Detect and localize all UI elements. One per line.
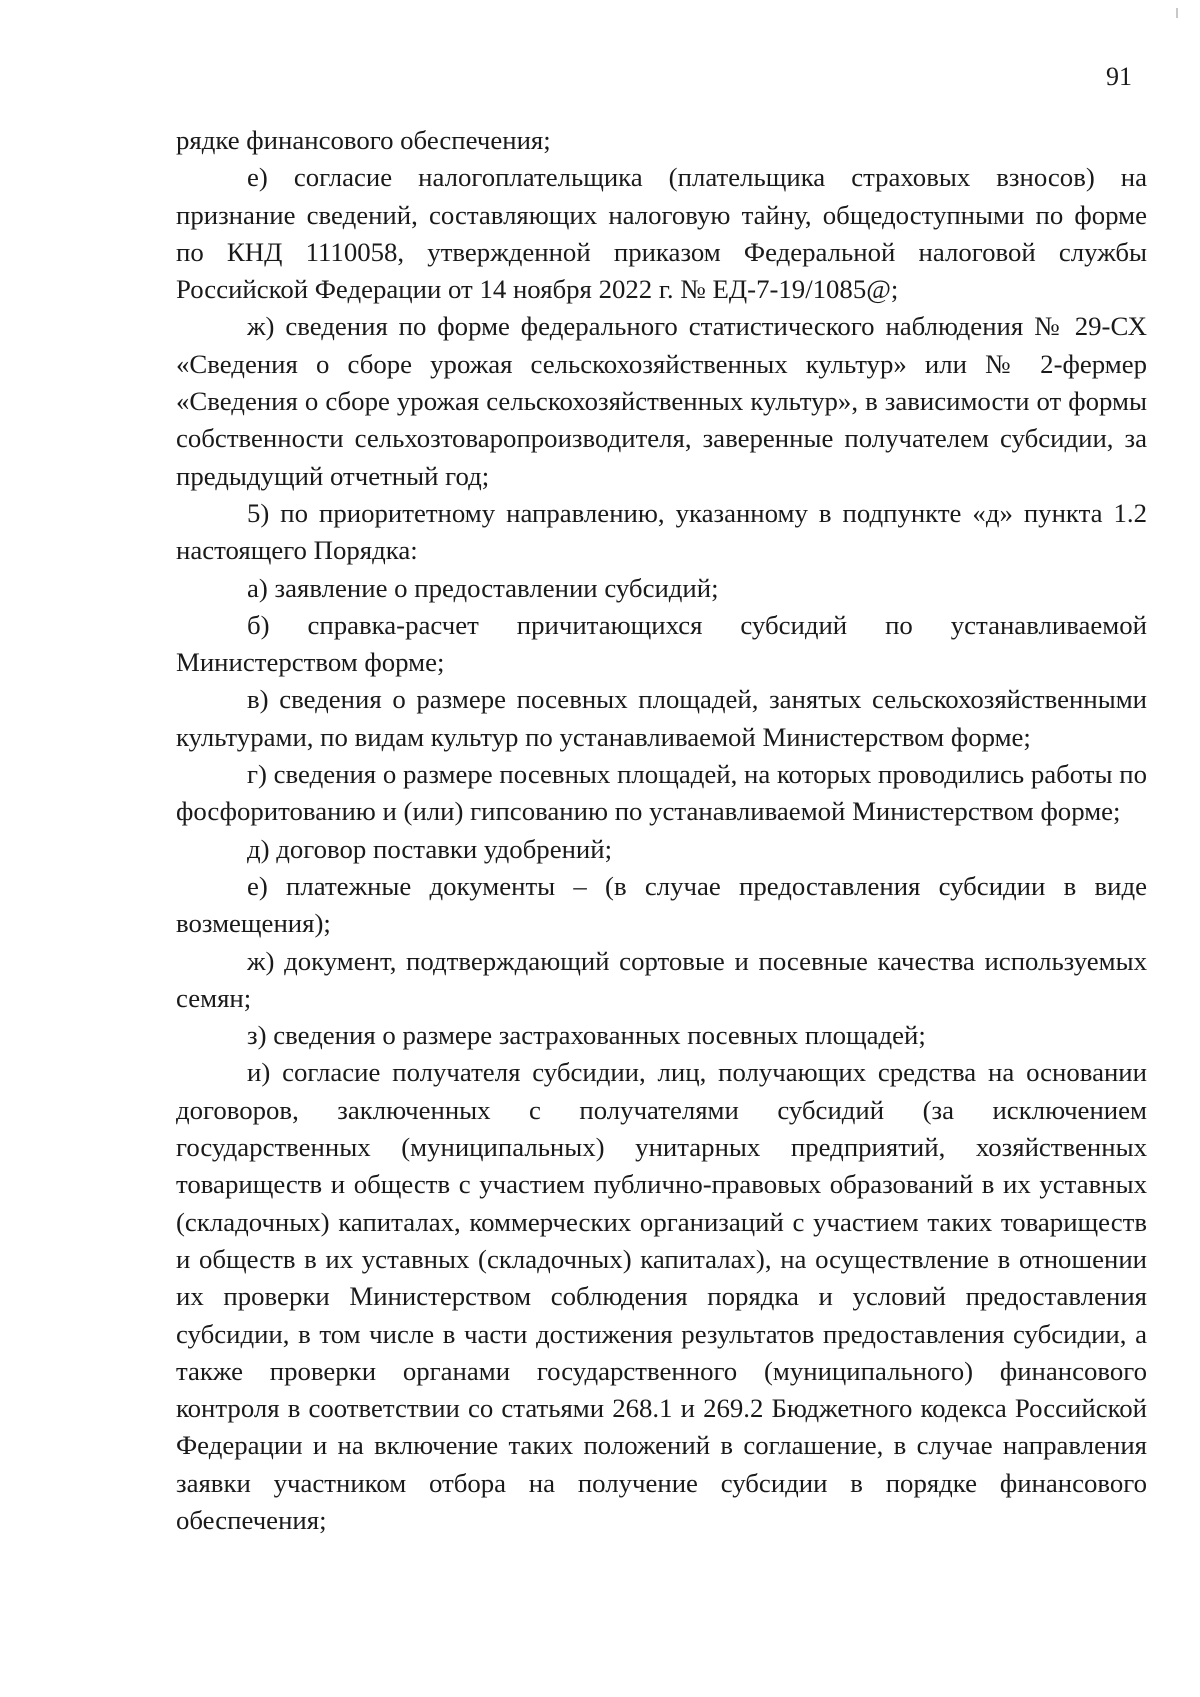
paragraph: 5) по приоритетному направлению, указанному в подпункте «д» пункта 1.2 настоящего Порядка: [176,497,1147,566]
page-number: 91 [1106,62,1132,91]
paragraph: ж) сведения по форме федерального статистического наблюдения № 29-СХ «Сведения о сборе урожая сельскохозяйственных культур» или № 2-фермер «Сведения о сборе урожая сельскохозяйственных культур», в зависимости от формы собственности сельхозтоваропроизводителя, заверенные получателем субсидии, за предыдущий отчетный год; [176,311,1147,491]
paragraph: б) справка-расчет причитающихся субсидий по устанавливаемой Министерством форме; [176,609,1147,678]
document-body [176,122,1147,1539]
paragraph: д) договор поставки удобрений; [247,833,613,864]
paragraph: з) сведения о размере застрахованных посевных площадей; [247,1020,926,1051]
paragraph: ж) документ, подтверждающий сортовые и посевные качества используемых семян; [176,945,1147,1013]
paragraph: рядке финансового обеспечения; [176,125,551,155]
paragraph: г) сведения о размере посевных площадей, на которых проводились работы по фосфоритованию и (или) гипсованию по устанавливаемой Министерством форме; [176,759,1147,827]
paragraph: е) согласие налогоплательщика (плательщика страховых взносов) на признание сведений, составляющих налоговую тайну, общедоступными по форме по КНД 1110058, утвержденной приказом Федеральной налоговой службы Российской Федерации от 14 ноября 2022 г. № ЕД-7-19/1085@; [176,162,1147,305]
paragraph: а) заявление о предоставлении субсидий; [247,572,719,603]
paragraph: и) согласие получателя субсидии, лиц, получающих средства на основании договоров, заключенных с получателями субсидий (за исключением государственных (муниципальных) унитарных предприятий, хозяйственных товариществ и обществ с участием публично-правовых образований в их уставных (складочных) капиталах, коммерческих организаций с участием таких товариществ и обществ в их уставных (складочных) капиталах), на осуществление в отношении их проверки Министерством соблюдения порядка и условий предоставления субсидии, в том числе в части достижения результатов предоставления субсидии, а также проверки органами государственного (муниципального) финансового контроля в соответствии со статьями 268.1 и 269.2 Бюджетного кодекса Российской Федерации и на включение таких положений в соглашение, в случае направления заявки участником отбора на получение субсидии в порядке финансового обеспечения; [176,1057,1147,1535]
paragraph: в) сведения о размере посевных площадей, занятых сельскохозяйственными культурами, по видам культур по устанавливаемой Министерством форме; [176,684,1147,752]
paragraph: е) платежные документы – (в случае предоставления субсидии в виде возмещения); [176,870,1147,939]
scan-artifact [1176,8,1178,18]
